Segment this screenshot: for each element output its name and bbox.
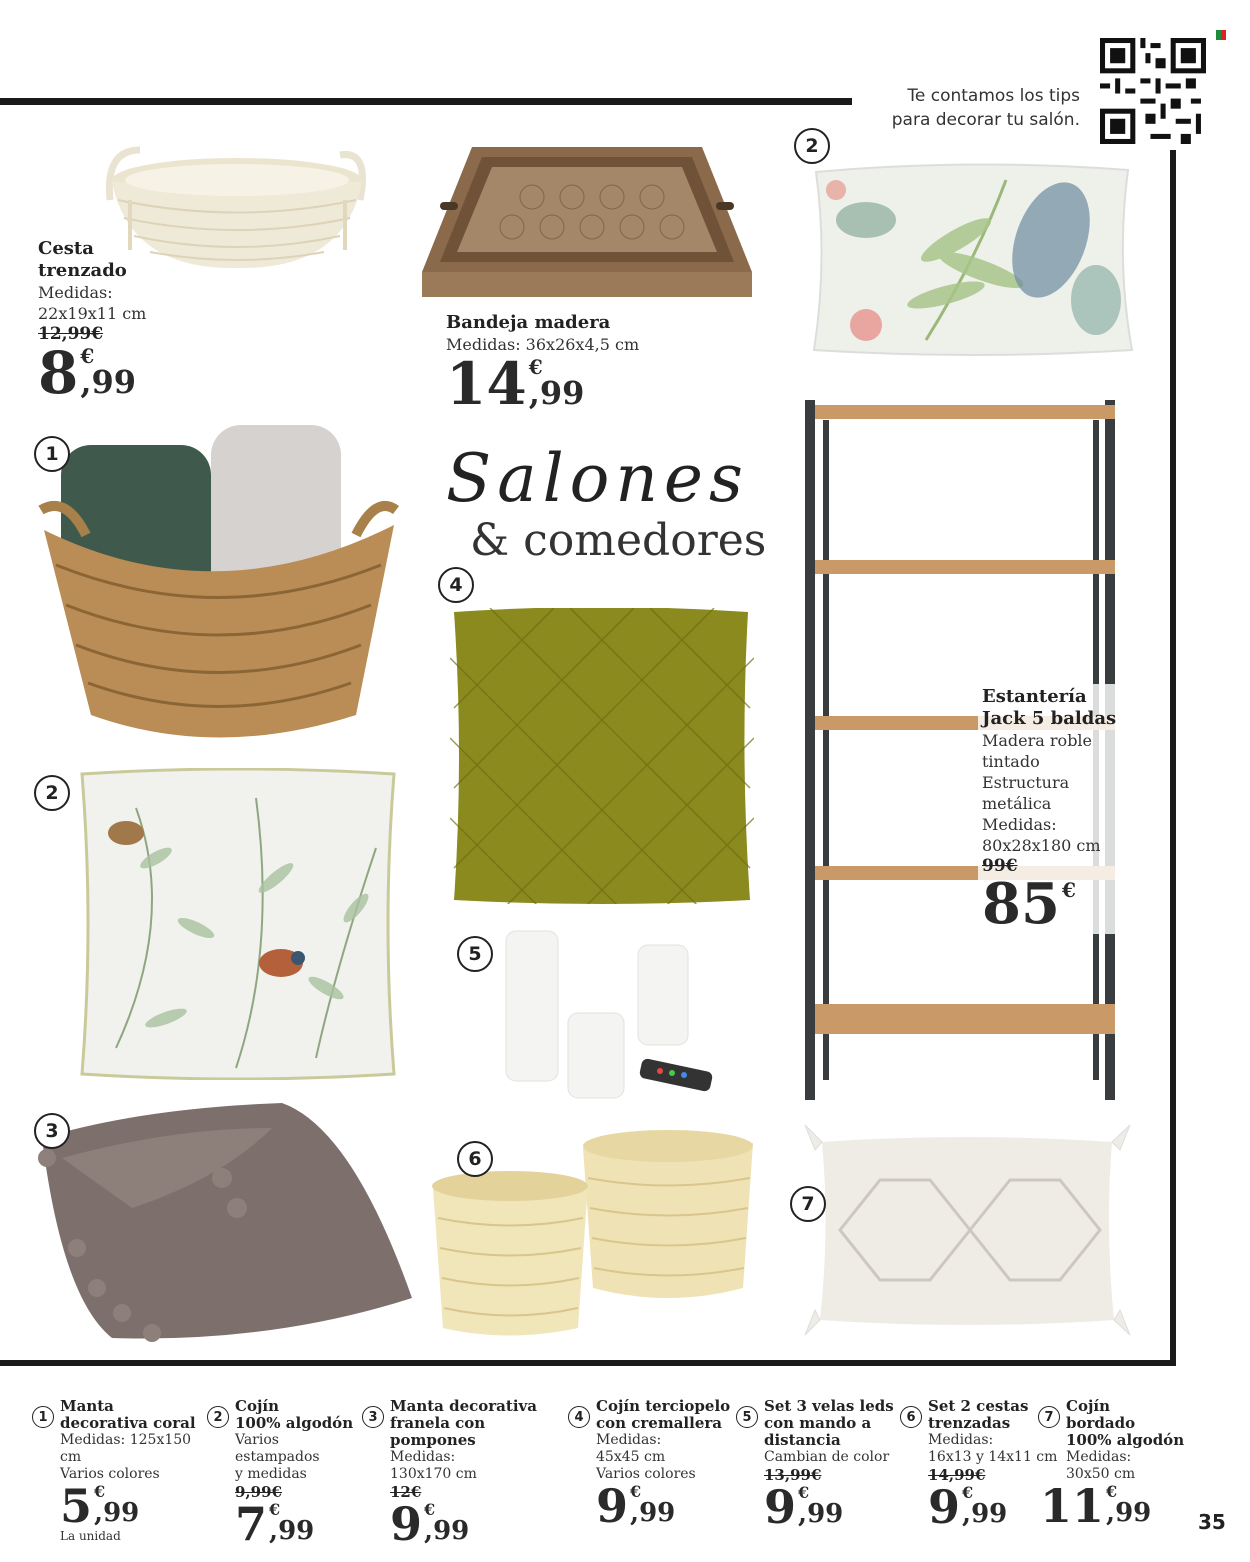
estanteria-desc-5: Medidas:: [982, 815, 1057, 834]
footer-7-price-eur: €: [1106, 1482, 1118, 1501]
badge-7: 7: [790, 1186, 826, 1222]
footer-6-old-price: 14,99€: [928, 1466, 986, 1484]
footer-5-title-1: Set 3 velas leds: [764, 1397, 894, 1415]
footer-7-desc-1: Medidas:: [1066, 1449, 1132, 1465]
footer-2-price-eur: €: [269, 1500, 281, 1519]
estanteria-desc-1: Madera roble: [982, 731, 1093, 750]
badge-2-top: 2: [794, 128, 830, 164]
led-candles-image: [500, 925, 720, 1105]
cesta-price-dec: ,99: [80, 363, 137, 401]
estanteria-desc-6: 80x28x180 cm: [982, 836, 1101, 855]
footer-2-title-1: Cojín: [235, 1397, 279, 1415]
footer-2-old-price: 9,99€: [235, 1483, 282, 1501]
badge-3: 3: [34, 1113, 70, 1149]
footer-badge-3: 3: [362, 1406, 384, 1428]
footer-1-price: [60, 1479, 197, 1533]
qr-caption-line2: para decorar tu salón.: [891, 110, 1080, 130]
section-title: Salones: [446, 440, 749, 517]
footer-badge-1: 1: [32, 1406, 54, 1428]
bottom-rule: [0, 1360, 1176, 1366]
footer-1-title-1: Manta: [60, 1397, 114, 1415]
footer-1-desc-1: Medidas: 125x150 cm: [60, 1432, 192, 1465]
footer-4-title-1: Cojín terciopelo: [596, 1397, 731, 1415]
footer-3-price-int: 9: [390, 1497, 423, 1551]
estanteria-title-2: Jack 5 baldas: [982, 708, 1117, 729]
footer-7-price-int: 11: [1040, 1479, 1105, 1533]
footer-6-title-2: trenzadas: [928, 1414, 1011, 1432]
bandeja-price-int: 14: [446, 350, 527, 418]
page-number: 35: [1198, 1510, 1226, 1534]
footer-3-price-eur: €: [424, 1500, 436, 1519]
footer-5-price-eur: €: [798, 1483, 810, 1502]
footer-4-price-dec: ,99: [630, 1498, 676, 1528]
estanteria-info: [978, 684, 1120, 937]
bandeja-price-eur: €: [528, 355, 543, 379]
footer-4-price: [596, 1479, 733, 1533]
qr-caption-line1: Te contamos los tips: [907, 86, 1080, 106]
velvet-cushion-image: [450, 608, 754, 904]
footer-badge-5: 5: [736, 1406, 758, 1428]
footer-6-title-1: Set 2 cestas: [928, 1397, 1029, 1415]
estanteria-desc-3: Estructura: [982, 773, 1070, 792]
footer-6-price-dec: ,99: [962, 1499, 1008, 1529]
footer-4-desc-3: Varios colores: [596, 1466, 696, 1482]
footer-4-desc-2: 45x45 cm: [596, 1449, 666, 1465]
top-rule: [0, 98, 852, 105]
footer-item-7: [1038, 1397, 1188, 1533]
estanteria-price-eur: €: [1061, 878, 1076, 902]
cesta-title-2: trenzado: [38, 260, 127, 281]
right-rule: [1170, 150, 1176, 1366]
estanteria-desc-2: tintado: [982, 752, 1040, 771]
footer-3-price: [390, 1497, 562, 1551]
footer-1-price-int: 5: [60, 1479, 93, 1533]
footer-3-desc-1: Medidas:: [390, 1449, 456, 1465]
footer-5-price: [764, 1480, 906, 1534]
footer-4-price-eur: €: [630, 1482, 642, 1501]
footer-5-price-int: 9: [764, 1480, 797, 1534]
cesta-price: [38, 339, 146, 407]
footer-item-2: [207, 1397, 367, 1551]
footer-item-3: [362, 1397, 562, 1551]
qr-code[interactable]: [1100, 38, 1206, 144]
footer-2-desc-1: Varios estampados: [235, 1432, 320, 1465]
footer-item-6: [900, 1397, 1060, 1534]
estanteria-title-1: Estantería: [982, 686, 1087, 707]
footer-badge-6: 6: [900, 1406, 922, 1428]
brand-mark-icon: [1216, 30, 1226, 40]
cesta-info: [38, 238, 147, 407]
footer-1-price-eur: €: [94, 1482, 106, 1501]
product-list-footer: [0, 1398, 1250, 1562]
footer-6-price-int: 9: [928, 1480, 961, 1534]
blankets-basket-image: [36, 415, 401, 750]
estanteria-old-price: 99€: [982, 856, 1018, 876]
badge-2: 2: [34, 775, 70, 811]
estanteria-price-int: 85: [982, 871, 1060, 937]
footer-badge-4: 4: [568, 1406, 590, 1428]
badge-4: 4: [438, 567, 474, 603]
bandeja-price: [446, 350, 639, 418]
footer-3-title-1: Manta decorativa: [390, 1397, 537, 1415]
qr-caption: [892, 84, 1080, 132]
footer-4-price-int: 9: [596, 1479, 629, 1533]
footer-6-price-eur: €: [962, 1483, 974, 1502]
badge-5: 5: [457, 936, 493, 972]
footer-4-desc-1: Medidas:: [596, 1432, 662, 1448]
bird-cushion-image: [76, 768, 400, 1080]
bandeja-info: [446, 312, 640, 418]
footer-2-desc-2: y medidas: [235, 1466, 307, 1482]
footer-7-price: [1040, 1479, 1188, 1533]
footer-5-old-price: 13,99€: [764, 1466, 822, 1484]
footer-7-title-3: 100% algodón: [1066, 1431, 1185, 1449]
footer-2-price: [235, 1497, 367, 1551]
footer-3-title-2: franela con pompones: [390, 1414, 486, 1449]
footer-1-price-dec: ,99: [94, 1498, 140, 1528]
footer-2-price-int: 7: [235, 1497, 268, 1551]
footer-badge-2: 2: [207, 1406, 229, 1428]
coral-blanket-image: [22, 1098, 422, 1343]
wooden-tray-image: [412, 142, 762, 302]
cesta-desc-1: Medidas:: [38, 283, 113, 302]
footer-3-desc-2: 130x170 cm: [390, 1466, 477, 1482]
estanteria-desc-4: metálica: [982, 794, 1052, 813]
cesta-price-eur: €: [80, 344, 95, 368]
cesta-old-price: 12,99€: [38, 324, 104, 344]
badge-6: 6: [457, 1141, 493, 1177]
cesta-desc-2: 22x19x11 cm: [38, 304, 147, 323]
cesta-title-1: Cesta: [38, 238, 94, 259]
bandeja-title: Bandeja madera: [446, 312, 611, 333]
badge-1: 1: [34, 436, 70, 472]
footer-5-desc-1: Cambian de color: [764, 1449, 890, 1465]
footer-3-old-price: 12€: [390, 1483, 422, 1501]
footer-7-desc-2: 30x50 cm: [1066, 1466, 1136, 1482]
footer-5-title-2: con mando a: [764, 1414, 872, 1432]
footer-6-desc-1: Medidas:: [928, 1432, 994, 1448]
section-subtitle: & comedores: [470, 515, 767, 566]
footer-1-desc-2: Varios colores: [60, 1466, 160, 1482]
bandeja-price-dec: ,99: [528, 374, 585, 412]
footer-badge-7: 7: [1038, 1406, 1060, 1428]
footer-7-title-2: bordado: [1066, 1414, 1136, 1432]
footer-7-title-1: Cojín: [1066, 1397, 1110, 1415]
footer-5-price-dec: ,99: [798, 1499, 844, 1529]
footer-4-title-2: con cremallera: [596, 1414, 722, 1432]
footer-1-title-2: decorativa coral: [60, 1414, 196, 1432]
estanteria-price: [982, 871, 1116, 937]
bandeja-desc: Medidas: 36x26x4,5 cm: [446, 335, 640, 354]
footer-2-title-2: 100% algodón: [235, 1414, 354, 1432]
footer-5-title-3: distancia: [764, 1431, 841, 1449]
footer-6-desc-2: 16x13 y 14x11 cm: [928, 1449, 1058, 1465]
footer-2-price-dec: ,99: [269, 1516, 315, 1546]
footer-3-price-dec: ,99: [424, 1516, 470, 1546]
footer-item-5: [736, 1397, 906, 1534]
footer-item-4: [568, 1397, 733, 1533]
embroidered-cushion-image: [800, 1120, 1135, 1340]
cesta-price-int: 8: [38, 339, 79, 407]
footer-7-price-dec: ,99: [1106, 1498, 1152, 1528]
footer-item-1: [32, 1398, 197, 1543]
footer-1-note: La unidad: [60, 1529, 121, 1543]
tropical-cushion-image: [806, 160, 1136, 360]
